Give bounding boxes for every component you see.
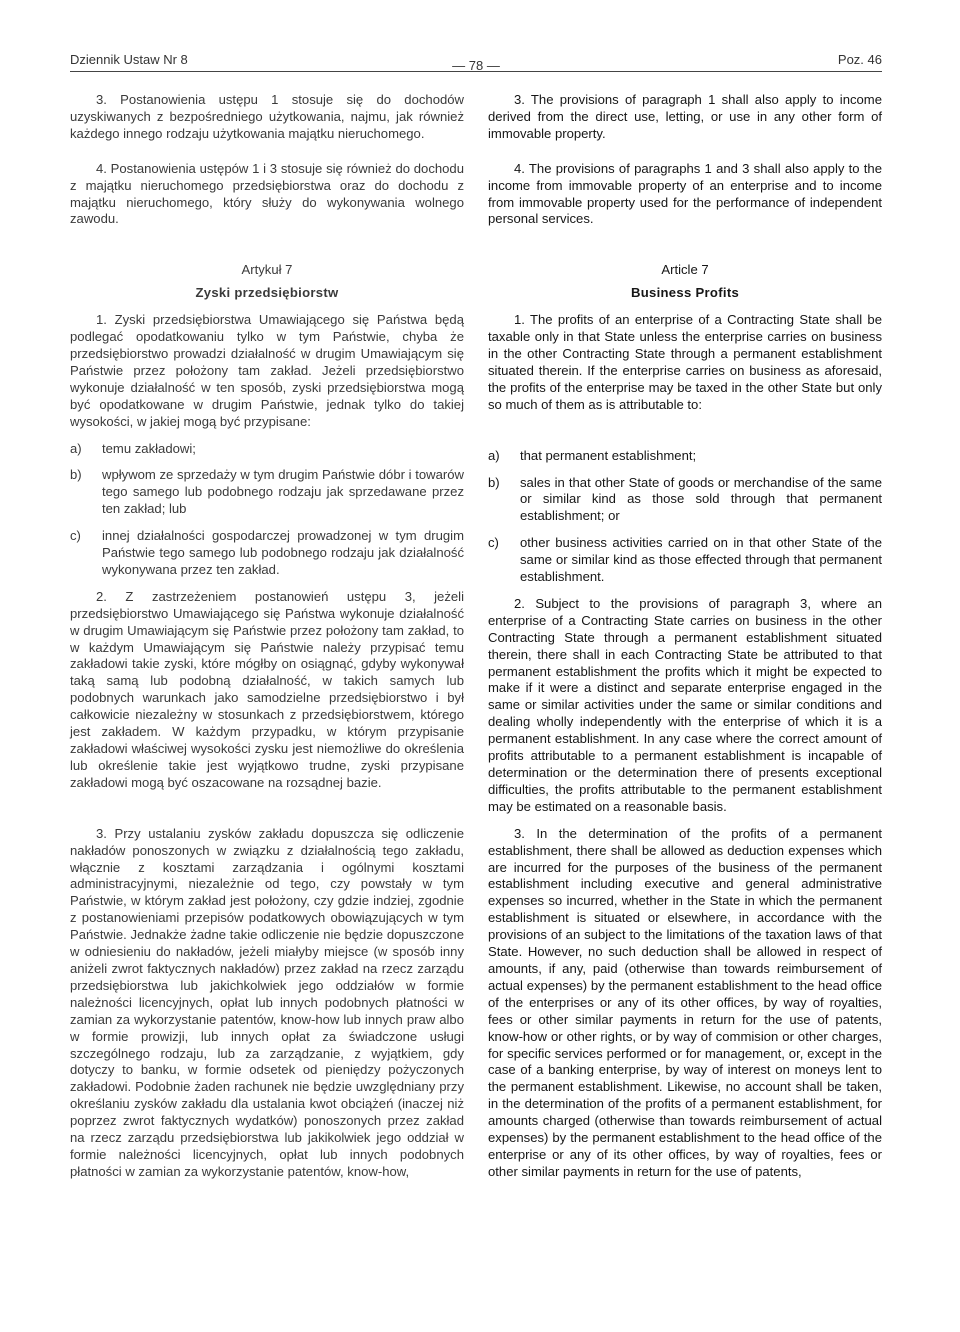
section-2: 2. Z zastrzeżeniem postanowień ustępu 3, jeżeli przedsiębiorstwo Umawiającego się Państwa wykonuje działalność w drugim Umawiającym się Państwie przez położony tam zakład, to w każdym Umawiającym się Państwie należy przypisać temu zakładowi takie zyski, które mógłby on osiągnąć, gdyby wykonywał taką samą lub podobną działalność, w takich samych lub podobnych warunkach jako samodzielne przedsiębiorstwo i był całkowicie niezależny w stosunkach z przedsiębiorstwem, którego jest zakładem. W każdym przypadku, w którym przypisanie zakładowi właściwej wysokości zysku jest niemożliwe do określenia lub określenie takie jest wyjątkowo trudne, zyski przypisane zakładowi mogą być oszacowane na rozsądnej bazie. bbox=[70, 588, 464, 790]
paragraph-4: 4. Postanowienia ustępów 1 i 3 stosuje się również do dochodu z majątku nieruchomego przedsiębiorstwa oraz do dochodu z majątku nieruchomego, który służy do wykonywania wolnego zawodu. bbox=[70, 160, 464, 227]
article-title: Business Profits bbox=[630, 285, 740, 301]
article-title: Zyski przedsiębiorstw bbox=[195, 285, 339, 301]
list-item-a bbox=[488, 448, 882, 465]
list-item-c bbox=[70, 528, 464, 579]
list-item-c bbox=[488, 535, 882, 586]
page bbox=[70, 52, 882, 1181]
item-text: innej działalności gospodarczej prowadzonej w tym drugim Państwie tego samego lub podobnego rodzaju jak działalność wykonywana przez ten zakład. bbox=[102, 528, 464, 577]
item-label: c) bbox=[488, 535, 499, 551]
english-column bbox=[488, 92, 882, 1181]
item-label: b) bbox=[488, 474, 500, 490]
paragraph-3: 3. The provisions of paragraph 1 shall also apply to income derived from the direct use, letting, or use in any other form of immovable property. bbox=[488, 92, 882, 141]
item-label: a) bbox=[488, 447, 500, 463]
section-1: 1. Zyski przedsiębiorstwa Umawiającego się Państwa będą podlegać opodatkowaniu tylko w tym Państwie, chyba że przedsiębiorstwo prowadzi działalność w drugim Umawiającym się Państwie przez położony tam zakład. Jeżeli przedsiębiorstwo wykonuje działalność w ten sposób, zyski przedsiębiorstwa mogą być opodatkowane w drugim Państwie, jednak tylko do takiej wysokości, w jakiej mogą być przypisane: bbox=[70, 312, 464, 429]
section-2: 2. Subject to the provisions of paragraph 3, where an enterprise of a Contracting State carries on business in the other Contracting State through a permanent establishment situated therein, there shall in each Contracting State be attributed to that permanent establishment the profits which it might be expected to make if it were a distinct and separate enterprise engaged in the same or similar activities under the same or similar conditions and dealing wholly independently with the enterprise of which it is a permanent establishment. In any case where the correct amount of profits attributable to a permanent establishment is incapable of determination or the determination there of presents exceptional difficulties, the profits attributable to the permanent establishment may be estimated on a reasonable basis. bbox=[488, 595, 882, 814]
polish-column bbox=[70, 92, 464, 1181]
article-number: Artykuł 7 bbox=[241, 262, 293, 278]
section-3: 3. In the determination of the profits of a permanent establishment, there shall be allowed as deduction expenses which are incurred for the purposes of the business of the permanent establishment including executive and general administrative expenses so incurred, whether in the State in which the permanent establishment is situated or elsewhere, in accordance with the provisions of an subject to the limitations of the taxation laws of that State. However, no such deduction shall be allowed in respect of amounts, if any, paid (otherwise than towards reimbursement of actual expenses) by the permanent establishment to the head office of the enterprises or any of its other offices, by way of royalties, fees or other similar payments in return for the use of patents, know-how or other rights, or by way of commision or other charges, for specific services performed or for management, or, except in the case of a banking enterprise, by way of interest on moneys lent to the permanent establishment. Likewise, no account shall be taken, in the determination of the profits of a permanent establishment, for amounts charged (otherwise than towards reimbursement of actual expenses) by the permanent establishment to the head office of the enterprise or any of its other offices, by way of royalties, fees or other similar payments in return for the use of patents, bbox=[488, 825, 882, 1179]
item-text: other business activities carried on in that other State of the same or similar kind as those effected through that permanent establishment. bbox=[520, 535, 882, 585]
item-text: temu zakładowi; bbox=[102, 440, 196, 456]
item-text: that permanent establishment; bbox=[520, 447, 697, 463]
item-label: c) bbox=[70, 528, 81, 544]
section-1: 1. The profits of an enterprise of a Contracting State shall be taxable only in that State unless the enterprise carries on business in the other Contracting State through a permanent establishment situated therein. If the enterprise carries on business as aforesaid, the profits of the enterprise may be taxed in the other State but only so much of them as is attributable to: bbox=[488, 312, 882, 412]
paragraph-3: 3. Postanowienia ustępu 1 stosuje się do dochodów uzyskiwanych z bezpośredniego użytkowania, najmu, jak również każdego innego rodzaju użytkowania majątku nieruchomego. bbox=[70, 92, 464, 141]
list-item-b bbox=[488, 475, 882, 526]
item-text: wpływom ze sprzedaży w tym drugim Państwie dóbr i towarów tego samego lub podobnego rodzaju jak sprzedawane przez ten zakład; lub bbox=[102, 467, 464, 517]
item-label: a) bbox=[70, 440, 82, 456]
journal-title: Dziennik Ustaw Nr 8 bbox=[70, 52, 188, 67]
article-number: Article 7 bbox=[661, 262, 709, 278]
item-label: b) bbox=[70, 467, 82, 483]
paragraph-4: 4. The provisions of paragraphs 1 and 3 shall also apply to the income from immovable property of an enterprise and to income from immovable property used for the performance of independent personal services. bbox=[488, 160, 882, 227]
item-number: Poz. 46 bbox=[837, 52, 882, 67]
item-text: sales in that other State of goods or merchandise of the same or similar kind as those sold through that permanent establishment; or bbox=[520, 474, 882, 524]
section-3: 3. Przy ustalaniu zysków zakładu dopuszcza się odliczenie nakładów ponoszonych w związku z działalnością tego zakładu, włącznie z kosztami zarządzania i ogólnymi kosztami administracyjnymi, niezależnie od tego, czy powstały w tym Państwie, w którym zakład jest położony, czy gdzie indziej, zgodnie z postanowieniami przepisów podatkowych obowiązujących w tym Państwie. Jednakże żadne takie odliczenie nie będzie dopuszczone w odniesieniu do nakładów, jeżeli miałyby miejsce (w sposób inny aniżeli zwrot faktycznych nakładów) przez zakład na rzecz zarządu przedsiębiorstwa lub jakichkolwiek jego oddziałów w formie należności licencyjnych, opłat lub innych podobnych płatności w zamian za wykorzystanie patentów, know-how lub innych praw albo w formie prowizji, lub innych opłat za świadczone usługi szczególnego rodzaju, lub za zarządzanie, z wyjątkiem, gdy dotyczy to banku, w formie odsetek od pieniędzy pożyczonych zakładowi. Podobnie żaden rachunek nie będzie uwzględniany przy określaniu zysków zakładu dla ustalania kwot obciążeń (inaczej niż poprzez zwrot faktycznych wydatków) ponoszonych przez zakład na rzecz zarządu przedsiębiorstwa lub jakikolwiek jego oddział w formie należności licencyjnych, opłat lub innych podobnych płatności w zamian za wykorzystanie patentów, know-how, bbox=[70, 825, 464, 1179]
page-number: — 78 — bbox=[452, 58, 500, 73]
running-header bbox=[70, 52, 882, 72]
two-column-body bbox=[70, 92, 882, 1181]
list-item-b bbox=[70, 467, 464, 518]
list-item-a bbox=[70, 441, 464, 458]
